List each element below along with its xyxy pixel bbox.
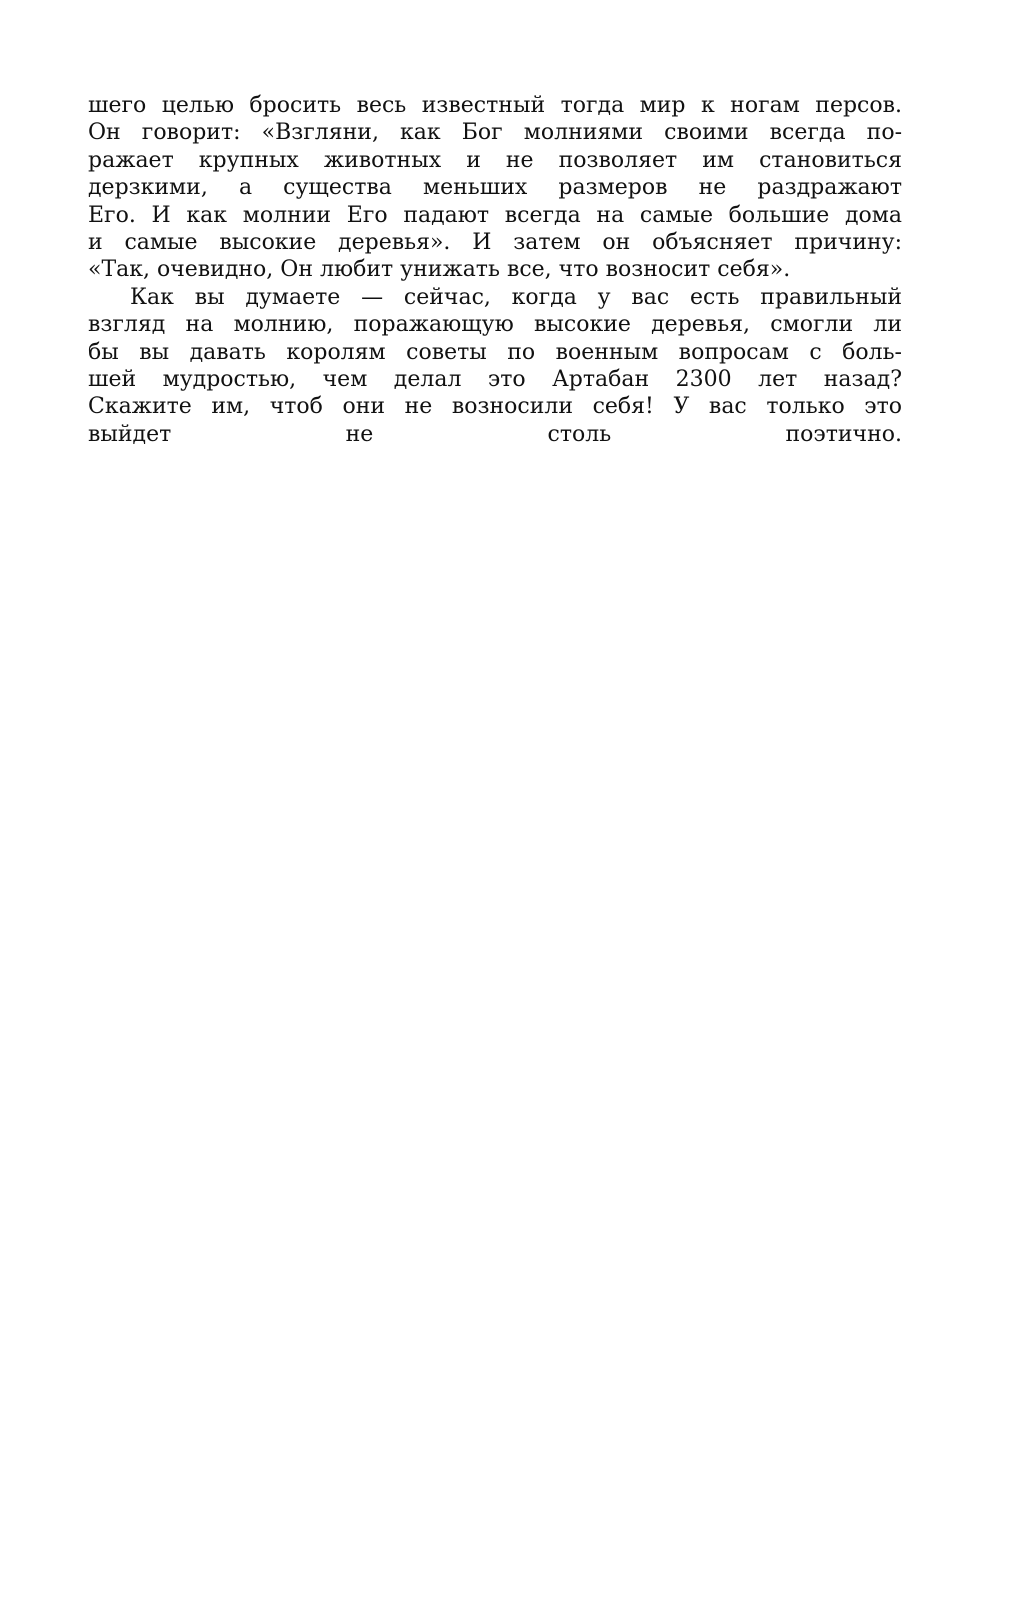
- text-line: ражает крупных животных и не позволяет им становиться: [88, 147, 902, 173]
- text-line: [88, 448, 902, 475]
- text-line: и самые высокие деревья». И затем он объясняет причину:: [88, 229, 902, 255]
- text-line: Он говорит: «Взгляни, как Бог молниями своими всегда по-: [88, 120, 902, 146]
- text-line: Как вы думаете — сейчас, когда у вас есть правильный: [130, 284, 902, 310]
- text-line: «Так, очевидно, Он любит унижать все, что возносит себя».: [88, 257, 791, 283]
- paragraph-1: [88, 92, 902, 284]
- text-line: Скажите им, чтоб они не возносили себя! У вас только это: [88, 394, 902, 420]
- page-text: [88, 92, 902, 475]
- text-line: шей мудростью, чем делал это Артабан 2300 лет назад?: [88, 366, 902, 392]
- text-line: взгляд на молнию, поражающую высокие деревья, смогли ли: [88, 312, 902, 338]
- text-line: бы вы давать королям советы по военным вопросам с боль-: [88, 339, 902, 365]
- text-line: выйдет не столь поэтично.: [88, 421, 902, 447]
- paragraph-2: [88, 284, 902, 476]
- text-line: дерзкими, а существа меньших размеров не раздражают: [88, 175, 902, 201]
- text-line: шего целью бросить весь известный тогда мир к ногам персов.: [88, 93, 902, 118]
- text-line: Его. И как молнии Его падают всегда на самые большие дома: [88, 202, 902, 228]
